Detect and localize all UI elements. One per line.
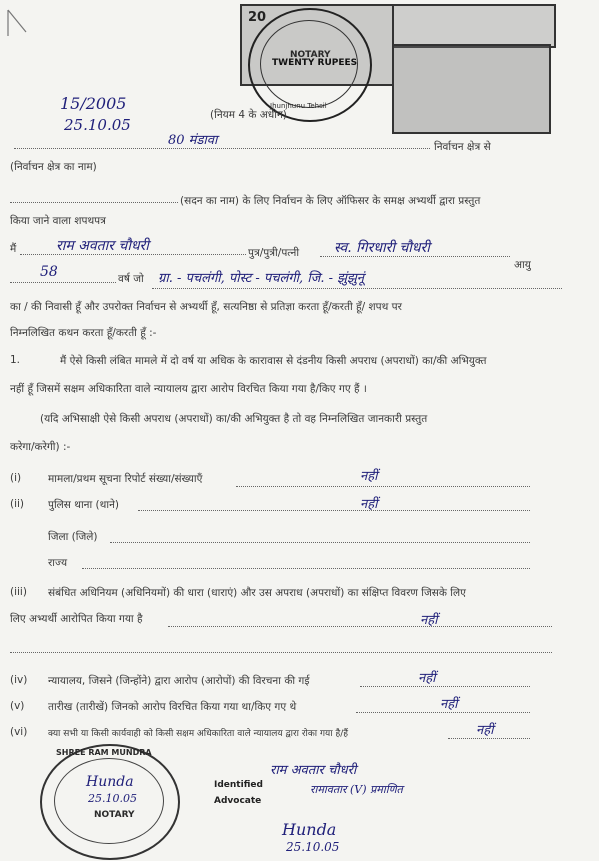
seal-bottom-date: 25.10.05 bbox=[88, 792, 137, 805]
constituency-label: निर्वाचन क्षेत्र से bbox=[434, 141, 491, 153]
clause1-line2: नहीं हूँ जिसमें सक्षम अधिकारिता वाले न्यायालय द्वारा आरोप विरचित किया गया है/किए गए हैं । bbox=[10, 383, 367, 395]
constituency-sub: (निर्वाचन क्षेत्र का नाम) bbox=[10, 161, 97, 173]
seal-bottom-center: NOTARY bbox=[94, 810, 135, 820]
name-prefix: मैं bbox=[10, 243, 17, 255]
clause1-num: 1. bbox=[10, 354, 21, 366]
address-label: वर्ष जो bbox=[118, 273, 144, 285]
item-vi-label: क्या सभी या किसी कार्यवाही को किसी सक्षम अधिकारिता वाले न्यायालय द्वारा रोका गया है/हैं bbox=[48, 729, 349, 739]
intro-line2: किया जाने वाला शपथपत्र bbox=[10, 215, 106, 227]
item-v-value: नहीं bbox=[440, 697, 458, 712]
advocate-label: Advocate bbox=[214, 796, 262, 806]
item-i-label: मामला/प्रथम सूचना रिपोर्ट संख्या/संख्याएँ bbox=[48, 473, 203, 485]
item-i-value: नहीं bbox=[360, 469, 378, 484]
ref-number: 15/2005 bbox=[60, 94, 127, 113]
item-iii-value: नहीं bbox=[420, 613, 438, 628]
item-iii-num: (iii) bbox=[10, 586, 27, 598]
state-label: राज्य bbox=[48, 557, 68, 569]
revenue-stamp-3 bbox=[392, 44, 551, 134]
stamp-value: 20 bbox=[248, 10, 267, 25]
intro-line5: निम्नलिखित कथन करता हूँ/करती हूँ :- bbox=[10, 327, 157, 339]
item-vi-num: (vi) bbox=[10, 726, 28, 738]
stamp-text: TWENTY RUPEES bbox=[272, 58, 358, 68]
item-i-num: (i) bbox=[10, 472, 22, 484]
revenue-stamp-2 bbox=[392, 4, 556, 48]
ref-date: 25.10.05 bbox=[64, 116, 131, 134]
seal-bottom-ring: SHREE RAM MUNDRA bbox=[56, 748, 152, 757]
clause1-line4: करेगा/करेगी) :- bbox=[10, 441, 71, 453]
notary-seal-top bbox=[248, 8, 372, 122]
identified-label: Identified bbox=[214, 780, 263, 790]
item-v-num: (v) bbox=[10, 700, 25, 712]
notary-seal-bottom bbox=[40, 744, 180, 860]
item-iv-value: नहीं bbox=[418, 671, 436, 686]
age-label: आयु bbox=[514, 259, 531, 271]
seal-bottom-sign: Hunda bbox=[86, 774, 134, 790]
item-iii-line2: लिए अभ्यर्थी आरोपित किया गया है bbox=[10, 613, 143, 625]
item-iii-line1: संबंधित अधिनियम (अधिनियमों) की धारा (धाराएं) और उस अपराध (अपराधों) का संक्षिप्त विवरण जिसके लिए bbox=[48, 587, 466, 599]
age-value: 58 bbox=[40, 264, 58, 280]
bottom-sign: Hunda bbox=[282, 820, 337, 839]
item-ii-num: (ii) bbox=[10, 498, 25, 510]
corner-mark bbox=[0, 0, 30, 40]
item-iv-num: (iv) bbox=[10, 674, 28, 686]
item-iv-label: न्यायालय, जिसने (जिन्होंने) द्वारा आरोप (आरोपों) की विरचना की गई bbox=[48, 675, 310, 687]
deponent-sign-2: रामावतार (V) प्रमाणित bbox=[310, 783, 403, 796]
item-ii-value: नहीं bbox=[360, 497, 378, 512]
item-v-label: तारीख (तारीखें) जिनको आरोप विरचित किया गया था/किए गए थे bbox=[48, 701, 297, 713]
father-value: स्व. गिरधारी चौधरी bbox=[334, 240, 430, 256]
constituency-value: 80 मंडावा bbox=[168, 133, 218, 148]
item-ii-label: पुलिस थाना (थाने) bbox=[48, 499, 120, 511]
name-value: राम अवतार चौधरी bbox=[56, 238, 149, 254]
rule-label: (नियम 4 के अधीन) bbox=[210, 109, 287, 121]
intro-line4: का / की निवासी हूँ और उपरोक्त निर्वाचन से अभ्यर्थी हूँ, सत्यनिष्ठा से प्रतिज्ञा करता हूँ/करती हूँ/ शपथ पर bbox=[10, 301, 402, 313]
bottom-date: 25.10.05 bbox=[286, 840, 340, 854]
address-value: ग्रा. - पचलंगी, पोस्ट - पचलंगी, जि. - झुंझुनूं bbox=[158, 271, 364, 286]
clause1-line1: मैं ऐसे किसी लंबित मामले में दो वर्ष या अधिक के कारावास से दंडनीय किसी अपराध (अपराधों) का/की अभियुक्त bbox=[60, 355, 487, 367]
clause1-line3: (यदि अभिसाक्षी ऐसे किसी अपराध (अपराधों) का/की अभियुक्त है तो वह निम्नलिखित जानकारी प्रस्तुत bbox=[40, 413, 428, 425]
seal-top-center: NOTARY bbox=[290, 50, 331, 60]
relation-label: पुत्र/पुत्री/पत्नी bbox=[248, 247, 300, 259]
item-vi-value: नहीं bbox=[476, 723, 494, 738]
seal-top-ring: Jhunjhunu Tehsil bbox=[270, 102, 327, 110]
district-label: जिला (जिले) bbox=[48, 531, 98, 543]
intro-line1: (सदन का नाम) के लिए निर्वाचन के लिए ऑफिसर के समक्ष अभ्यर्थी द्वारा प्रस्तुत bbox=[180, 195, 481, 207]
deponent-sign: राम अवतार चौधरी bbox=[270, 763, 357, 778]
